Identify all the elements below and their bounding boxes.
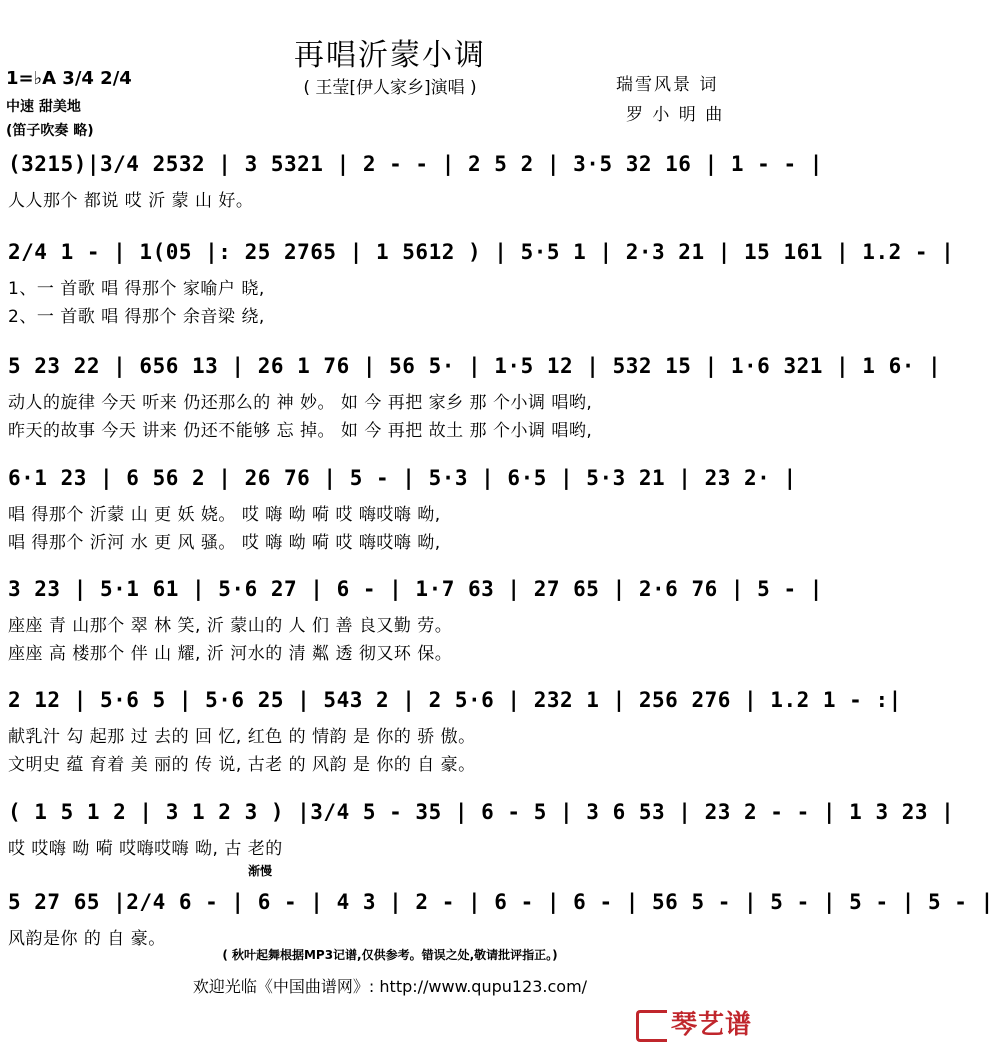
staff-line: (3215)|3/4 2532 | 3 5321 | 2 - - | 2 5 2 | 3·5 32 16 | 1 - - | xyxy=(8,152,823,176)
page-title: 再唱沂蒙小调 xyxy=(294,38,486,73)
lyric-line: 动人的旋律 今天 听来 仍还那么的 神 妙。 如 今 再把 家乡 那 个小调 唱哟, xyxy=(8,393,593,413)
transcription-note: ( 秋叶起舞根据MP3记谱,仅供参考。错误之处,敬请批评指正。) xyxy=(222,948,558,962)
staff-line: 5 23 22 | 656 13 | 26 1 76 | 56 5· | 1·5 12 | 532 15 | 1·6 321 | 1 6· | xyxy=(8,354,942,378)
website-footer: 欢迎光临《中国曲谱网》: http://www.qupu123.com/ xyxy=(192,977,588,996)
tempo-mark-ritardando: 渐慢 xyxy=(248,864,273,878)
lyric-line: 哎 哎嗨 呦 嗬 哎嗨哎嗨 呦, 古 老的 xyxy=(8,839,283,859)
staff-line: 5 27 65 |2/4 6 - | 6 - | 4 3 | 2 - | 6 - | 6 - | 56 5 - | 5 - | 5 - | 5 - | xyxy=(8,890,994,914)
subtitle: ( 王莹[伊人家乡]演唱 ) xyxy=(303,78,477,98)
lyric-line: 风韵是你 的 自 豪。 xyxy=(8,929,166,949)
lyric-line: 唱 得那个 沂河 水 更 风 骚。 哎 嗨 呦 嗬 哎 嗨哎嗨 呦, xyxy=(8,533,441,553)
lyric-line: 座座 高 楼那个 伴 山 耀, 沂 河水的 清 粼 透 彻又环 保。 xyxy=(8,644,453,664)
lyric-line: 唱 得那个 沂蒙 山 更 妖 娆。 哎 嗨 呦 嗬 哎 嗨哎嗨 呦, xyxy=(8,505,441,525)
site-logo xyxy=(636,1004,752,1042)
staff-line: 6·1 23 | 6 56 2 | 26 76 | 5 - | 5·3 | 6·5 | 5·3 21 | 23 2· | xyxy=(8,466,797,490)
lyric-line: 2、一 首歌 唱 得那个 余音梁 绕, xyxy=(8,307,265,327)
lyric-line: 文明史 蕴 育着 美 丽的 传 说, 古老 的 风韵 是 你的 自 豪。 xyxy=(8,755,476,775)
composer-credit: 罗 小 明 曲 xyxy=(626,105,725,125)
logo-text: 琴艺谱 xyxy=(671,1010,753,1040)
logo-icon xyxy=(636,1010,667,1042)
tempo-marking: 中速 甜美地 xyxy=(6,99,81,115)
lyric-line: 献乳汁 勾 起那 过 去的 回 忆, 红色 的 情韵 是 你的 骄 傲。 xyxy=(8,727,476,747)
staff-line: 3 23 | 5·1 61 | 5·6 27 | 6 - | 1·7 63 | 27 65 | 2·6 76 | 5 - | xyxy=(8,577,823,601)
key-signature: 1=♭A 3/4 2/4 xyxy=(6,68,132,89)
prelude-note: (笛子吹奏 略) xyxy=(6,123,94,139)
lyric-line: 1、一 首歌 唱 得那个 家喻户 晓, xyxy=(8,279,265,299)
lyric-line: 昨天的故事 今天 讲来 仍还不能够 忘 掉。 如 今 再把 故土 那 个小调 唱哟, xyxy=(8,421,593,441)
lyric-line: 人人那个 都说 哎 沂 蒙 山 好。 xyxy=(8,191,254,211)
lyric-line: 座座 青 山那个 翠 林 笑, 沂 蒙山的 人 们 善 良又勤 劳。 xyxy=(8,616,453,636)
lyricist-credit: 瑞雪风景 词 xyxy=(616,75,719,95)
staff-line: ( 1 5 1 2 | 3 1 2 3 ) |3/4 5 - 35 | 6 - 5 | 3 6 53 | 23 2 - - | 1 3 23 | xyxy=(8,800,955,824)
staff-line: 2 12 | 5·6 5 | 5·6 25 | 543 2 | 2 5·6 | 232 1 | 256 276 | 1.2 1 - :| xyxy=(8,688,902,712)
staff-line: 2/4 1 - | 1(05 |: 25 2765 | 1 5612 ) | 5·5 1 | 2·3 21 | 15 161 | 1.2 - | xyxy=(8,240,955,264)
